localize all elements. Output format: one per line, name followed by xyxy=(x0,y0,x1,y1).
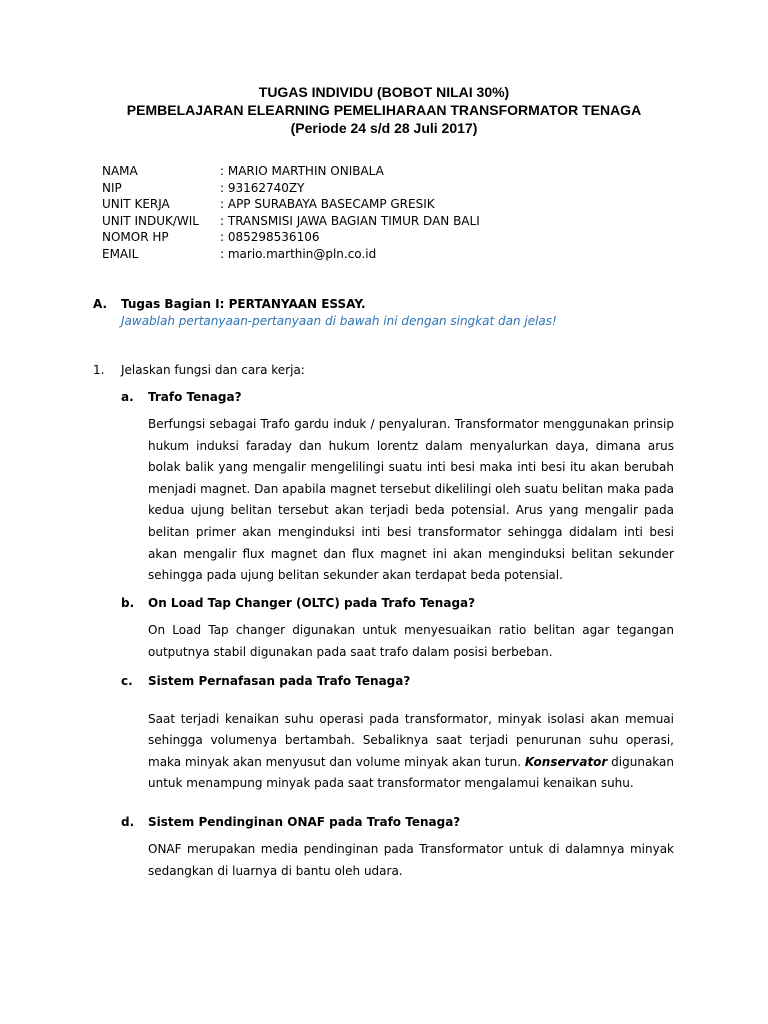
info-label: EMAIL xyxy=(102,246,139,261)
doc-title-line3: (Periode 24 s/d 28 Juli 2017) xyxy=(290,120,478,136)
section-a-title: Tugas Bagian I: PERTANYAAN ESSAY. xyxy=(121,297,366,311)
section-a-instruction: Jawablah pertanyaan-pertanyaan di bawah ini dengan singkat dan jelas! xyxy=(121,314,557,328)
item-a-marker: a. xyxy=(121,390,134,404)
info-label: UNIT INDUK/WIL xyxy=(102,213,199,228)
item-c-answer-part2: digunakan untuk menampung minyak pada saat transformator mengalamui kenaikan suhu. xyxy=(148,754,674,790)
info-row-email xyxy=(102,246,480,263)
question-1-text: Jelaskan fungsi dan cara kerja: xyxy=(121,363,305,377)
info-value: : 93162740ZY xyxy=(220,180,305,195)
item-c-answer xyxy=(148,709,674,794)
info-value: : MARIO MARTHIN ONIBALA xyxy=(220,164,384,178)
info-label: NAMA xyxy=(102,164,138,178)
item-b-marker: b. xyxy=(121,596,135,610)
question-1-marker: 1. xyxy=(93,363,105,377)
section-a-marker: A. xyxy=(93,297,108,311)
item-b-title: On Load Tap Changer (OLTC) pada Trafo Tenaga? xyxy=(148,596,476,610)
item-d-marker: d. xyxy=(121,815,135,829)
info-value: : TRANSMISI JAWA BAGIAN TIMUR DAN BALI xyxy=(220,213,480,228)
item-c-title: Sistem Pernafasan pada Trafo Tenaga? xyxy=(148,674,411,688)
info-row-unit-induk xyxy=(102,213,480,230)
item-d-title: Sistem Pendinginan ONAF pada Trafo Tenaga? xyxy=(148,815,461,829)
info-row-nomor-hp xyxy=(102,229,480,246)
info-value: : 085298536106 xyxy=(220,230,320,244)
item-c-answer-konservator: Konservator xyxy=(524,754,608,769)
item-c-answer-part1: Saat terjadi kenaikan suhu operasi pada transformator, minyak isolasi akan memuai sehingga volumenya bertambah. Sebaliknya saat terjadi penurunan suhu operasi, maka minyak akan menyusut dan volume minyak akan turun. xyxy=(148,712,674,769)
doc-title-line1: TUGAS INDIVIDU (BOBOT NILAI 30%) xyxy=(258,84,510,100)
identity-block xyxy=(102,163,480,262)
info-label: NOMOR HP xyxy=(102,230,169,244)
info-label: NIP xyxy=(102,180,122,195)
info-row-nip xyxy=(102,180,480,197)
info-value: : mario.marthin@pln.co.id xyxy=(220,246,377,261)
info-row-unit-kerja xyxy=(102,196,480,213)
item-d-answer: ONAF merupakan media pendinginan pada Transformator untuk di dalamnya minyak sedangkan di luarnya di bantu oleh udara. xyxy=(148,842,674,878)
item-c-marker: c. xyxy=(121,674,133,688)
info-value: : APP SURABAYA BASECAMP GRESIK xyxy=(220,197,435,211)
info-label: UNIT KERJA xyxy=(102,197,170,211)
info-row-nama xyxy=(102,163,480,180)
item-b-answer: On Load Tap changer digunakan untuk menyesuaikan ratio belitan agar tegangan outputnya stabil digunakan pada saat trafo dalam posisi berbeban. xyxy=(148,623,674,659)
doc-title-line2: PEMBELAJARAN ELEARNING PEMELIHARAAN TRANSFORMATOR TENAGA xyxy=(126,102,642,118)
item-a-answer: Berfungsi sebagai Trafo gardu induk / penyaluran. Transformator menggunakan prinsip hukum induksi faraday dan hukum lorentz dalam menyalurkan daya, dimana arus bolak balik yang mengalir mengelilingi suatu inti besi maka inti besi itu akan berubah menjadi magnet. Dan apabila magnet tersebut dikelilingi oleh suatu belitan maka pada kedua ujung belitan tersebut akan terjadi beda potensial. Arus yang mengalir pada belitan primer akan menginduksi inti besi transformator sehingga didalam inti besi akan mengalir flux magnet dan flux magnet ini akan menginduksi belitan sekunder sehingga pada ujung belitan sekunder akan terdapat beda potensial. xyxy=(148,417,674,583)
item-a-title: Trafo Tenaga? xyxy=(148,390,242,404)
